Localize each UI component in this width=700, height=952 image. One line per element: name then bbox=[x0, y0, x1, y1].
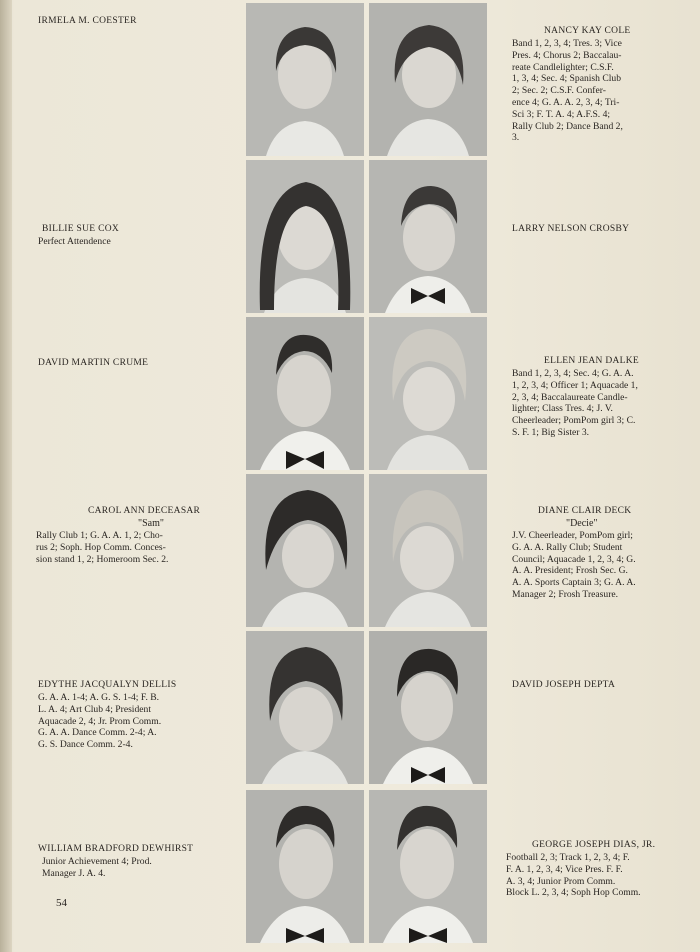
portrait-photo-dellis bbox=[246, 631, 364, 784]
student-name-deck: DIANE CLAIR DECK bbox=[538, 506, 632, 516]
student-name-dewhirst: WILLIAM BRADFORD DEWHIRST bbox=[38, 844, 194, 854]
student-name-cole: NANCY KAY COLE bbox=[544, 26, 631, 36]
nickname-deceasar: "Sam" bbox=[138, 518, 164, 529]
nickname-deck: "Decie" bbox=[566, 518, 598, 529]
portrait-photo-dewhirst bbox=[246, 790, 364, 943]
portrait-photo-dalke bbox=[369, 317, 487, 470]
portrait-photo-coester bbox=[246, 3, 364, 156]
activities-cox: Perfect Attendence bbox=[38, 236, 111, 247]
portrait-photo-cox bbox=[246, 160, 364, 313]
portrait-photo-depta bbox=[369, 631, 487, 784]
portrait-photo-dias bbox=[369, 790, 487, 943]
student-name-cox: BILLIE SUE COX bbox=[42, 224, 120, 234]
portrait-photo-crosby bbox=[369, 160, 487, 313]
activities-deck: J.V. Cheerleader, PomPom girl; G. A. A. Rally Club; Student Council; Aquacade 1, 2, 3, 4; G. A. A. President; Frosh Sec. G. A. A. Sports Captain 3; G. A. A. Manager 2; Frosh Treasure. bbox=[512, 530, 636, 600]
portrait-photo-deck bbox=[369, 474, 487, 627]
activities-dellis: G. A. A. 1-4; A. G. S. 1-4; F. B. L. A. 4; Art Club 4; President Aquacade 2, 4; Jr. Prom Comm. G. A. A. Dance Comm. 2-4; A. G. S. Dance Comm. 2-4. bbox=[38, 692, 162, 751]
portrait-photo-deceasar bbox=[246, 474, 364, 627]
student-name-crosby: LARRY NELSON CROSBY bbox=[512, 224, 630, 234]
activities-dalke: Band 1, 2, 3, 4; Sec. 4; G. A. A. 1, 2, 3, 4; Officer 1; Aquacade 1, 2, 3, 4; Baccalaureate Candle- lighter; Class Tres. 4; J. V. Cheerleader; PomPom girl 3; C. S. F. 1; Big Sister 3. bbox=[512, 368, 638, 438]
activities-cole: Band 1, 2, 3, 4; Tres. 3; Vice Pres. 4; Chorus 2; Baccalau- reate Candlelighter; C.S.F. 1, 3, 4; Sec. 4; Spanish Club 2; Sec. 2; C.S.F. Confer- ence 4; G. A. A. 2, 3, 4; Tri- Sci 3; F. T. A. 4; A.F.S. 4; Rally Club 2; Dance Band 2, 3. bbox=[512, 38, 623, 144]
activities-dewhirst: Junior Achievement 4; Prod. Manager J. A. 4. bbox=[42, 856, 152, 879]
activities-dias: Football 2, 3; Track 1, 2, 3, 4; F. F. A. 1, 2, 3, 4; Vice Pres. F. F. A. 3, 4; Junior Prom Comm. Block L. 2, 3, 4; Soph Hop Comm. bbox=[506, 852, 641, 899]
activities-deceasar: Rally Club 1; G. A. A. 1, 2; Cho- rus 2; Soph. Hop Comm. Conces- sion stand 1, 2; Homeroom Sec. 2. bbox=[36, 530, 169, 565]
portrait-photo-crume bbox=[246, 317, 364, 470]
student-name-coester: IRMELA M. COESTER bbox=[38, 16, 137, 26]
student-name-deceasar: CAROL ANN DECEASAR bbox=[88, 506, 201, 516]
student-name-dellis: EDYTHE JACQUALYN DELLIS bbox=[38, 680, 177, 690]
student-name-depta: DAVID JOSEPH DEPTA bbox=[512, 680, 616, 690]
page-binding-shadow bbox=[0, 0, 12, 952]
page-number: 54 bbox=[56, 897, 67, 909]
portrait-photo-cole bbox=[369, 3, 487, 156]
student-name-dalke: ELLEN JEAN DALKE bbox=[544, 356, 640, 366]
student-name-dias: GEORGE JOSEPH DIAS, JR. bbox=[532, 840, 656, 850]
student-name-crume: DAVID MARTIN CRUME bbox=[38, 358, 149, 368]
